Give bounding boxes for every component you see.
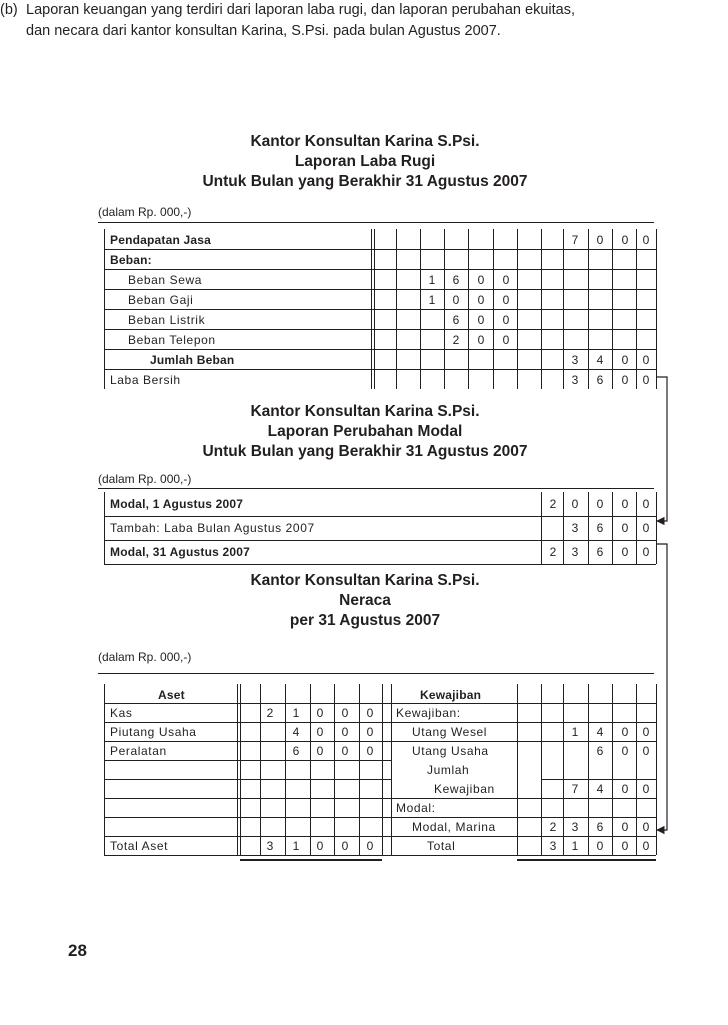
page-number: 28: [68, 941, 87, 960]
kewajiban-value-digit: 4: [596, 725, 604, 739]
labarugi-right-digit: 0: [621, 373, 629, 387]
kewajiban-value-digit: 7: [571, 782, 579, 796]
kewajiban-value-digit: 0: [596, 839, 604, 853]
labarugi-right-digit: 7: [571, 233, 579, 247]
kewajiban-value-digit: 0: [642, 820, 650, 834]
kewajiban-value-digit: 0: [621, 782, 629, 796]
kewajiban-value-digit: 0: [642, 839, 650, 853]
labarugi-left-digit: 0: [477, 273, 485, 287]
kewajiban-header: Kewajiban: [420, 688, 482, 702]
aset-value-digit: 0: [316, 839, 324, 853]
labarugi-left-digit: 0: [477, 313, 485, 327]
labarugi-right-digit: 0: [621, 233, 629, 247]
labarugi-left-digit: 1: [428, 273, 436, 287]
aset-value-digit: 0: [341, 706, 349, 720]
modal-value-digit: 0: [642, 545, 650, 559]
aset-row-label: Kas: [110, 706, 133, 720]
labarugi-right-digit: 3: [571, 353, 579, 367]
aset-value-digit: 0: [341, 744, 349, 758]
labarugi-title-line-2: Laporan Laba Rugi: [294, 153, 436, 170]
kewajiban-value-digit: 6: [596, 820, 604, 834]
kewajiban-value-digit: 6: [596, 744, 604, 758]
labarugi-left-digit: 0: [477, 293, 485, 307]
labarugi-right-digit: 0: [642, 233, 650, 247]
kewajiban-row-label: Jumlah: [427, 763, 470, 777]
kewajiban-value-digit: 0: [621, 820, 629, 834]
labarugi-row-label: Beban Listrik: [128, 313, 206, 327]
aset-value-digit: 2: [266, 706, 274, 720]
labarugi-unit-note: (dalam Rp. 000,-): [98, 205, 192, 219]
aset-value-digit: 0: [366, 706, 374, 720]
aset-value-digit: 0: [316, 706, 324, 720]
arrow-laba-to-modal: [657, 377, 667, 521]
kewajiban-row-label: Utang Usaha: [412, 744, 489, 758]
labarugi-left-digit: 0: [452, 293, 460, 307]
aset-row-label: Peralatan: [110, 744, 167, 758]
kewajiban-row-label: Modal:: [396, 801, 436, 815]
kewajiban-value-digit: 3: [571, 820, 579, 834]
kewajiban-value-digit: 0: [621, 744, 629, 758]
aset-value-digit: 0: [316, 725, 324, 739]
labarugi-left-digit: 0: [502, 313, 510, 327]
labarugi-right-digit: 3: [571, 373, 579, 387]
modal-unit-note: (dalam Rp. 000,-): [98, 472, 192, 486]
aset-value-digit: 0: [316, 744, 324, 758]
labarugi-left-digit: 2: [452, 333, 460, 347]
neraca-title-line-3: per 31 Agustus 2007: [289, 612, 441, 629]
modal-row-label: Modal, 1 Agustus 2007: [110, 497, 244, 511]
modal-value-digit: 0: [621, 521, 629, 535]
aset-row-label: Total Aset: [110, 839, 169, 853]
arrow-modal-to-neraca: [657, 544, 667, 830]
modal-title-line-2: Laporan Perubahan Modal: [267, 423, 463, 440]
modal-value-digit: 3: [571, 545, 579, 559]
labarugi-right-digit: 6: [596, 373, 604, 387]
kewajiban-row-label: Kewajiban:: [396, 706, 461, 720]
modal-row-label: Modal, 31 Agustus 2007: [110, 545, 250, 559]
labarugi-row-label: Beban Telepon: [128, 333, 216, 347]
kewajiban-value-digit: 3: [549, 839, 557, 853]
labarugi-right-digit: 0: [642, 373, 650, 387]
labarugi-right-digit: 0: [596, 233, 604, 247]
aset-value-digit: 1: [292, 706, 300, 720]
aset-value-digit: 3: [266, 839, 274, 853]
labarugi-left-digit: 0: [502, 333, 510, 347]
modal-value-digit: 0: [596, 497, 604, 511]
modal-value-digit: 2: [549, 497, 557, 511]
kewajiban-value-digit: 0: [642, 744, 650, 758]
kewajiban-row-label: Utang Wesel: [412, 725, 488, 739]
kewajiban-row-label: Kewajiban: [434, 782, 495, 796]
modal-row-label: Tambah: Laba Bulan Agustus 2007: [110, 521, 315, 535]
neraca-title-line-2: Neraca: [339, 592, 391, 609]
modal-value-digit: 6: [596, 545, 604, 559]
aset-row-label: Piutang Usaha: [110, 725, 197, 739]
kewajiban-value-digit: 1: [571, 725, 579, 739]
intro-text: Laporan keuangan yang terdiri dari laporan laba rugi, dan laporan perubahan ekuitas, dan necara dari kantor konsultan Karina, S.Psi. pada bulan Agustus 2007.: [26, 2, 575, 39]
kewajiban-value-digit: 0: [621, 725, 629, 739]
aset-value-digit: 0: [341, 725, 349, 739]
modal-title-line-3: Untuk Bulan yang Berakhir 31 Agustus 2007: [202, 443, 528, 460]
labarugi-row-label: Beban Gaji: [128, 293, 194, 307]
labarugi-left-digit: 0: [502, 273, 510, 287]
kewajiban-value-digit: 4: [596, 782, 604, 796]
aset-value-digit: 0: [341, 839, 349, 853]
modal-value-digit: 0: [642, 521, 650, 535]
labarugi-row-label: Laba Bersih: [110, 373, 181, 387]
labarugi-right-digit: 0: [642, 353, 650, 367]
labarugi-row-label: Beban Sewa: [128, 273, 203, 287]
kewajiban-value-digit: 0: [621, 839, 629, 853]
labarugi-left-digit: 0: [477, 333, 485, 347]
labarugi-row-label: Beban:: [110, 253, 152, 267]
neraca-unit-note: (dalam Rp. 000,-): [98, 650, 192, 664]
aset-value-digit: 4: [292, 725, 300, 739]
modal-value-digit: 0: [571, 497, 579, 511]
modal-value-digit: 0: [642, 497, 650, 511]
labarugi-left-digit: 1: [428, 293, 436, 307]
aset-value-digit: 0: [366, 839, 374, 853]
kewajiban-row-label: Total: [427, 839, 456, 853]
intro-label: (b): [0, 2, 18, 18]
aset-value-digit: 0: [366, 725, 374, 739]
labarugi-row-label: Jumlah Beban: [150, 353, 235, 367]
labarugi-title-line-1: Kantor Konsultan Karina S.Psi.: [250, 133, 480, 150]
labarugi-right-digit: 0: [621, 353, 629, 367]
neraca-title-line-1: Kantor Konsultan Karina S.Psi.: [250, 572, 480, 589]
kewajiban-row-label: Modal, Marina: [412, 820, 496, 834]
labarugi-left-digit: 6: [452, 313, 460, 327]
modal-value-digit: 0: [621, 497, 629, 511]
aset-value-digit: 1: [292, 839, 300, 853]
labarugi-left-digit: 6: [452, 273, 460, 287]
labarugi-right-digit: 4: [596, 353, 604, 367]
kewajiban-value-digit: 0: [642, 782, 650, 796]
aset-value-digit: 6: [292, 744, 300, 758]
modal-value-digit: 3: [571, 521, 579, 535]
modal-value-digit: 6: [596, 521, 604, 535]
modal-value-digit: 0: [621, 545, 629, 559]
labarugi-row-label: Pendapatan Jasa: [110, 233, 212, 247]
modal-title-line-1: Kantor Konsultan Karina S.Psi.: [250, 403, 480, 420]
kewajiban-value-digit: 1: [571, 839, 579, 853]
kewajiban-value-digit: 2: [549, 820, 557, 834]
labarugi-title-line-3: Untuk Bulan yang Berakhir 31 Agustus 2007: [202, 173, 528, 190]
kewajiban-value-digit: 0: [642, 725, 650, 739]
aset-header: Aset: [158, 688, 185, 702]
labarugi-left-digit: 0: [502, 293, 510, 307]
modal-value-digit: 2: [549, 545, 557, 559]
aset-value-digit: 0: [366, 744, 374, 758]
